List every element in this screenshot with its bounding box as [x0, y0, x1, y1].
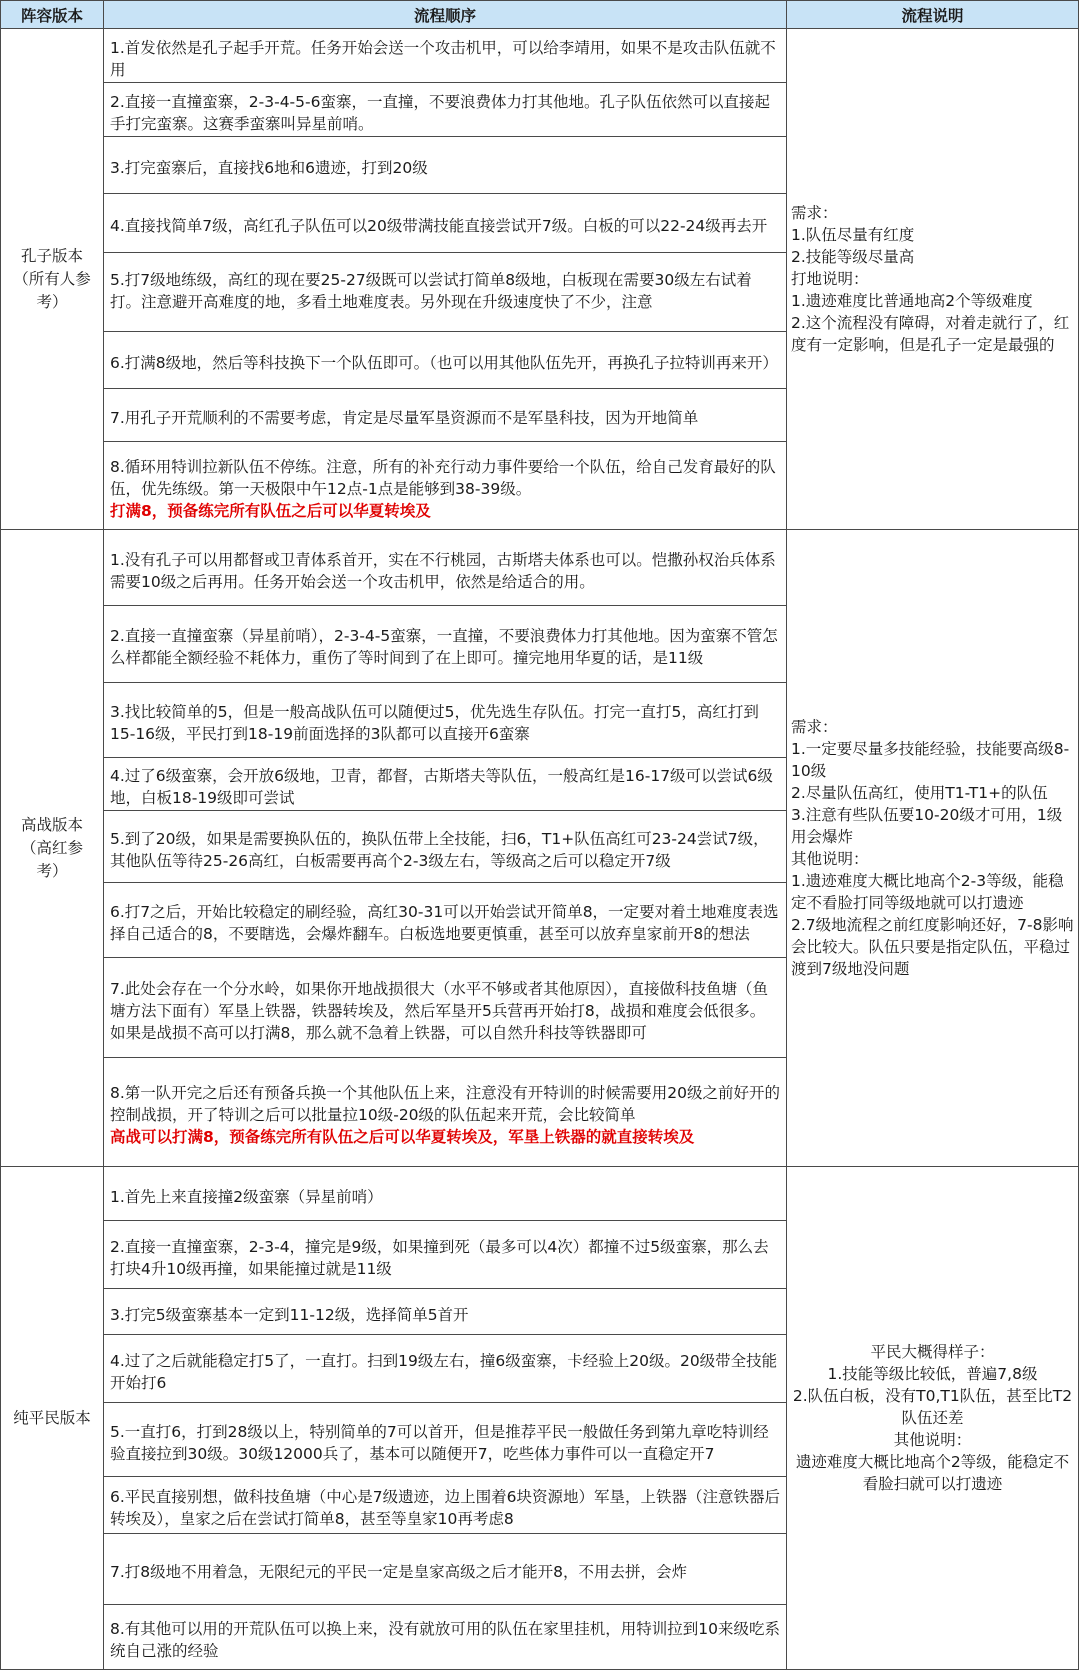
- note-line: 2.尽量队伍高红，使用T1-T1+的队伍: [791, 784, 1048, 802]
- version-line: （所有人参: [13, 269, 91, 288]
- version-line: 孔子版本: [20, 246, 83, 265]
- version-cell-confucius: [0, 28, 104, 530]
- version-line: 考）: [36, 292, 68, 311]
- step-cell: [103, 193, 787, 253]
- step-cell: [103, 529, 787, 606]
- notes-cell-highpower: [786, 529, 1079, 1167]
- header-steps: [103, 0, 787, 29]
- step-cell: [103, 682, 787, 758]
- header-notes-text: 流程说明: [901, 6, 964, 25]
- step-text: 7.此处会存在一个分水岭，如果你开地战损很大（水平不够或者其他原因），直接做科技鱼塘（鱼塘方法下面有）军垦上铁器，铁器转埃及，然后军垦开5兵营再开始打8，战损和难度会低很多。如果是战损不高可以打满8，那么就不急着上铁器，可以自然升科技等铁器即可: [110, 979, 769, 1042]
- step-cell: [103, 757, 787, 811]
- step-cell: [103, 331, 787, 389]
- note-line: 遗迹难度大概比地高个2等级，能稳定不看脸扫就可以打遗迹: [795, 1453, 1070, 1493]
- header-notes: [786, 0, 1079, 29]
- note-line: 其他说明：: [893, 1431, 972, 1449]
- step-text: 7.用孔子开荒顺利的不需要考虑，肯定是尽量军垦资源而不是军垦科技，因为开地简单: [110, 409, 699, 427]
- note-line: 打地说明：: [791, 270, 869, 288]
- step-cell: [103, 28, 787, 83]
- note-line: 需求：: [791, 718, 838, 736]
- step-cell: [103, 810, 787, 883]
- step-text: 6.打7之后，开始比较稳定的刷经验，高红30-31可以开始尝试开简单8，一定要对着土地难度表选择自己适合的8，不要瞎选，会爆炸翻车。白板选地要更慎重，甚至可以放弃皇家前开8的想法: [110, 903, 779, 943]
- header-steps-text: 流程顺序: [413, 6, 476, 25]
- step-text: 4.过了6级蛮寨，会开放6级地，卫青，都督，古斯塔夫等队伍，一般高红是16-17级可以尝试6级地，白板18-19级即可尝试: [110, 767, 773, 807]
- step-highlight: 高战可以打满8，预备练完所有队伍之后可以华夏转埃及，军垦上铁器的就直接转埃及: [110, 1128, 695, 1146]
- step-text: 3.打完5级蛮寨基本一定到11-12级，选择简单5首开: [110, 1305, 469, 1324]
- step-cell: [103, 1057, 787, 1167]
- step-cell: [103, 1604, 787, 1670]
- version-line: 考）: [36, 861, 68, 880]
- note-line: 2.这个流程没有障碍，对着走就行了，红度有一定影响，但是孔子一定是最强的: [791, 314, 1070, 354]
- step-cell: [103, 82, 787, 137]
- note-line: 1.遗迹难度大概比地高个2-3等级，能稳定不看脸打同等级地就可以打遗迹: [791, 872, 1064, 912]
- step-text: 6.平民直接别想，做科技鱼塘（中心是7级遗迹，边上围着6块资源地）军垦，上铁器（注意铁器后转埃及），皇家之后在尝试打简单8，甚至等皇家10再考虑8: [110, 1488, 781, 1528]
- step-text: 8.第一队开完之后还有预备兵换一个其他队伍上来，注意没有开特训的时候需要用20级之前好开的控制战损，开了特训之后可以批量拉10级-20级的队伍起来开荒，会比较简单: [110, 1084, 781, 1124]
- note-line: 2.7级地流程之前红度影响还好，7-8影响会比较大。队伍只要是指定队伍，平稳过渡到7级地没问题: [791, 916, 1074, 978]
- step-cell: [103, 882, 787, 958]
- step-text: 6.打满8级地，然后等科技换下一个队伍即可。（也可以用其他队伍先开，再换孔子拉特训再来开）: [110, 354, 778, 372]
- step-cell: [103, 1533, 787, 1605]
- note-line: 1.遗迹难度比普通地高2个等级难度: [791, 292, 1033, 310]
- step-highlight: 打满8，预备练完所有队伍之后可以华夏转埃及: [110, 501, 431, 520]
- step-text: 4.直接找简单7级，高红孔子队伍可以20级带满技能直接尝试开7级。白板的可以22-24级再去开: [110, 217, 768, 235]
- note-line: 3.注意有些队伍要10-20级才可用，1级用会爆炸: [791, 806, 1063, 846]
- version-cell-f2p: [0, 1166, 104, 1670]
- version-cell-highpower: [0, 529, 104, 1167]
- notes-cell-f2p: [786, 1166, 1079, 1670]
- step-text: 1.首先上来直接撞2级蛮寨（异星前哨）: [110, 1187, 383, 1206]
- step-text: 2.直接一直撞蛮寨（异星前哨），2-3-4-5蛮寨，一直撞，不要浪费体力打其他地。因为蛮寨不管怎么样都能全额经验不耗体力，重伤了等时间到了在上即可。撞完地用华夏的话，是11级: [110, 627, 778, 667]
- step-text: 2.直接一直撞蛮寨，2-3-4，撞完是9级，如果撞到死（最多可以4次）都撞不过5级蛮寨，那么去打块4升10级再撞，如果能撞过就是11级: [110, 1237, 769, 1278]
- version-line: （高红参: [20, 838, 83, 857]
- note-line: 平民大概得样子：: [870, 1343, 995, 1361]
- version-line: 高战版本: [20, 815, 83, 834]
- step-text: 8.有其他可以用的开荒队伍可以换上来，没有就放可用的队伍在家里挂机，用特训拉到10来级吃系统自己涨的经验: [110, 1620, 781, 1660]
- step-cell: [103, 136, 787, 194]
- note-line: 2.队伍白板，没有T0,T1队伍，甚至比T2队伍还差: [792, 1387, 1073, 1427]
- header-version: [0, 0, 104, 29]
- step-text: 1.没有孔子可以用都督或卫青体系首开，实在不行桃园，古斯塔夫体系也可以。恺撒孙权治兵体系需要10级之后再用。任务开始会送一个攻击机甲，依然是给适合的用。: [110, 550, 776, 591]
- header-version-text: 阵容版本: [20, 6, 83, 25]
- step-text: 5.打7级地练级，高红的现在要25-27级既可以尝试打简单8级地，白板现在需要30级左右试着打。注意避开高难度的地，多看土地难度表。另外现在升级速度快了不少，注意: [110, 271, 752, 311]
- step-text: 3.打完蛮寨后，直接找6地和6遗迹，打到20级: [110, 159, 428, 177]
- step-text: 4.过了之后就能稳定打5了，一直打。扫到19级左右，撞6级蛮寨，卡经验上20级。20级带全技能开始打6: [110, 1351, 778, 1392]
- step-text: 2.直接一直撞蛮寨，2-3-4-5-6蛮寨，一直撞，不要浪费体力打其他地。孔子队伍依然可以直接起手打完蛮寨。这赛季蛮寨叫异星前哨。: [110, 92, 770, 133]
- note-line: 2.技能等级尽量高: [791, 248, 915, 266]
- note-line: 需求：: [791, 204, 838, 222]
- note-line: 1.队伍尽量有红度: [791, 226, 915, 244]
- step-cell: [103, 1476, 787, 1534]
- note-line: 其他说明：: [791, 850, 869, 868]
- note-line: 1.一定要尽量多技能经验，技能要高级8-10级: [791, 740, 1070, 780]
- step-text: 8.循环用特训拉新队伍不停练。注意，所有的补充行动力事件要给一个队伍，给自己发育最好的队伍，优先练级。第一天极限中午12点-1点是能够到38-39级。: [110, 457, 776, 498]
- step-cell: [103, 1166, 787, 1221]
- step-cell: [103, 605, 787, 683]
- step-cell: [103, 957, 787, 1058]
- step-cell: [103, 1402, 787, 1477]
- step-cell: [103, 441, 787, 530]
- note-line: 1.技能等级比较低，普遍7,8级: [827, 1365, 1038, 1383]
- step-text: 7.打8级地不用着急，无限纪元的平民一定是皇家高级之后才能开8，不用去拼，会炸: [110, 1563, 688, 1581]
- step-text: 1.首发依然是孔子起手开荒。任务开始会送一个攻击机甲，可以给李靖用，如果不是攻击队伍就不用: [110, 38, 776, 79]
- notes-cell-confucius: [786, 28, 1079, 530]
- step-text: 3.找比较简单的5，但是一般高战队伍可以随便过5，优先选生存队伍。打完一直打5，高红打到15-16级，平民打到18-19前面选择的3队都可以直接开6蛮寨: [110, 703, 759, 743]
- version-line: 纯平民版本: [13, 1408, 91, 1427]
- step-text: 5.一直打6，打到28级以上，特别简单的7可以首开，但是推荐平民一般做任务到第九章吃特训经验直接拉到30级。30级12000兵了，基本可以随便开7，吃些体力事件可以一直稳定开7: [110, 1422, 769, 1463]
- step-cell: [103, 252, 787, 332]
- step-text: 5.到了20级，如果是需要换队伍的，换队伍带上全技能，扫6，T1+队伍高红可23-24尝试7级，其他队伍等待25-26高红，白板需要再高个2-3级左右，等级高之后可以稳定开7级: [110, 829, 769, 870]
- step-cell: [103, 1220, 787, 1289]
- step-cell: [103, 1288, 787, 1335]
- step-cell: [103, 1334, 787, 1403]
- step-cell: [103, 388, 787, 442]
